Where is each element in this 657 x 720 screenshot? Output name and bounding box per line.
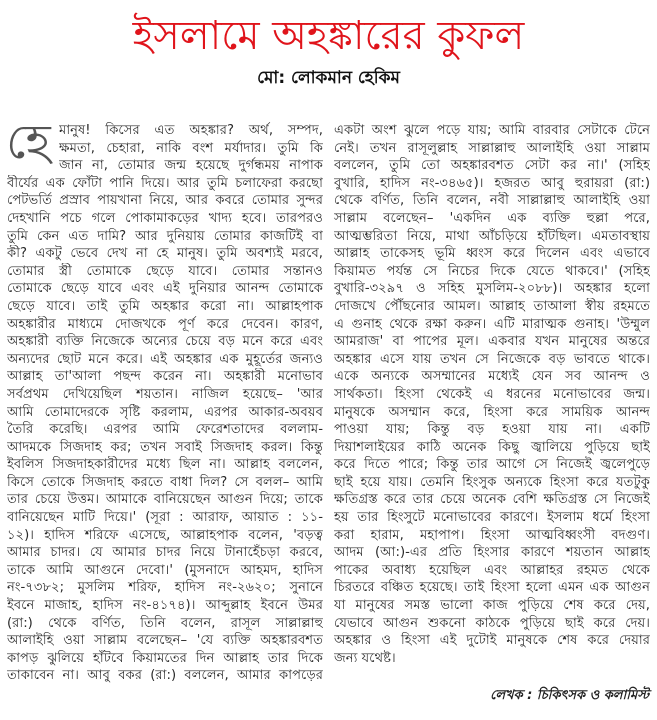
text-line: আত্মম্ভরিতা নিয়ে, মাথা আঁচড়িয়ে হাঁটছিল। এমতাবস্থায় [334, 228, 650, 244]
text-line: মানুষ! কিসের এত অহঙ্কার? অর্থ, সম্পদ, [59, 123, 323, 138]
article-title: ইসলামে অহঙ্কারের কুফল [132, 13, 525, 59]
drop-cap: হে [6, 114, 51, 170]
text-line: ক্ষতিগ্রস্ত করে তার চেয়ে অনেক বেশি ক্ষতিগ্রস্ত সে নিজেই [334, 492, 650, 508]
text-line: আল্লাহ তাকেসহ ভূমি ধ্বংস করে দিলেন এবং এভাবে [334, 246, 650, 262]
left-column [7, 122, 323, 685]
text-line: একটা অংশ ঝুলে পড়ে যায়; আমি বারবার সেটাকে টেনে [334, 123, 650, 138]
text-line: তার চেয়ে উত্তম। আমাকে বানিয়েছেন আগুন দিয়ে; তাকে [7, 492, 323, 508]
text-line: তোমাকে ছেড়ে যাবে এবং এই দুনিয়ার আনন্দ তোমাকে [7, 281, 323, 297]
text-line: বীর্যের এক ফোঁটা পানি দিয়ে। আর তুমি চলাফেরা করছো [7, 175, 323, 191]
author-byline: মো: লোকমান হেকিম [257, 68, 400, 88]
text-line: আদম (আ:)-এর প্রতি হিংসার কারণে শয়তান আল্লাহ [334, 545, 650, 561]
text-line: আদমকে সিজদাহ কর; তখন সবাই সিজদাহ করল। কিন্তু [7, 439, 323, 455]
text-line: ইবনে মাজাহ, হাদিস নং-৪১৭৪)। আব্দুল্লাহ ইবনে উমর [7, 598, 323, 614]
text-line: দিয়াশলাইয়ের কাঠি অনেক কিছু জ্বালিয়ে পুড়িয়ে ছাই [334, 439, 650, 455]
text-line: তোমার স্ত্রী তোমাকে ছেড়ে যাবে। তোমার সন্তানও [7, 263, 323, 279]
text-line: ইবলিস সিজদাহকারীদের মধ্যে ছিল না। আল্লাহ বললেন, [7, 457, 323, 473]
text-line: আল্লাহ তা'আলা পছন্দ করেন না। অহঙ্কারী মনোভাব [7, 369, 323, 385]
text-line: আমি তোমাদেরকে সৃষ্টি করলাম, এরপর আকার-অবয়ব [7, 404, 323, 420]
text-line: অন্যদের ছোট মনে করে। এই অহঙ্কার এক মুহূর্তের জন্যও [7, 351, 323, 367]
text-line: সাল্লাম বলেছেন– 'একদিন এক ব্যক্তি হুল্লা পরে, [334, 210, 650, 226]
text-line: মানুষকে অসম্মান করে, হিংসা করে সাময়িক আনন্দ [334, 404, 650, 420]
author-note: লেখক : চিকিৎসক ও কলামিস্ট [490, 688, 649, 703]
text-line: অহঙ্কারীর মাধ্যমে দোজখকে পূর্ণ করে দেবেন। কারণ, [7, 316, 323, 332]
text-line: পেটভর্তি প্রস্রাব পায়খানা নিয়ে, আর কবরে তোমার সুন্দর [7, 193, 323, 209]
text-line: নং-৭৩৮২; মুসলিম শরিফ, হাদিস নং-২৬২০; সুনানে [7, 580, 323, 596]
text-line: হয় তার হিংসুটে মনোভাবের কারণে। ইসলাম ধর্মে হিংসা [334, 510, 650, 526]
text-line: আলাইহি ওয়া সাল্লাম বলেছেন– 'যে ব্যক্তি অহঙ্কারবশত [7, 633, 323, 649]
text-line: এ গুনাহ থেকে রক্ষা করুন। এটি মারাত্মক গুনাহ। 'উম্মুল [334, 316, 650, 332]
text-line: কিয়ামত পর্যন্ত সে নিচের দিকে যেতে থাকবে।' (সহিহ [334, 263, 650, 279]
text-line: আমরাজ' বা পাপের মূল। একবার যখন মানুষের অন্তরে [334, 334, 650, 350]
text-line: পাকের অবাধ্য হয়েছিল এবং আল্লাহর রহমত থেকে [334, 562, 650, 578]
text-line: অহঙ্কার ও হিংসা এই দুটোই মানুষকে শেষ করে দেয়ার [334, 633, 650, 649]
text-line: থেকে বর্ণিত, তিনি বলেন, নবী সাল্লাল্লাহু আলাইহি ওয়া [334, 193, 650, 209]
text-line: সর্বপ্রথম দেখিয়েছিল শয়তান। নাজিল হয়েছে– 'আর [7, 386, 323, 402]
text-line: দেহখানি পচে গলে পোকামাকড়ের খাদ্য হবে। তারপরও [7, 210, 323, 226]
text-line: কিসে তোকে সিজদাহ করতে বাধা দিল? সে বলল– আমি [7, 474, 323, 490]
text-line: জান না, তোমার জন্ম হয়েছে দুর্গন্ধময় নাপাক [59, 158, 323, 174]
text-line: (রা:) থেকে বর্ণিত, তিনি বলেন, রাসূল সাল্লাল্লাহু [7, 615, 323, 631]
right-column [334, 122, 650, 667]
text-line: তুমি কেন এত দামি? আর দুনিয়ায় তোমার কাজটিই বা [7, 228, 323, 244]
text-line: যা মানুষের সমস্ত ভালো কাজ পুড়িয়ে শেষ করে দেয়, [334, 598, 650, 614]
text-line: অহঙ্কার এসে যায় তখন সে নিজেকে বড় ভাবতে থাকে। [334, 351, 650, 367]
text-line: একে অন্যকে অসম্মানের মধ্যেই যেন সব আনন্দ ও [334, 369, 650, 385]
text-line: বুখারি-৩২৯৭ ও সহিহ মুসলিম-২০৮৮)। অহঙ্কার হলো [334, 281, 650, 297]
text-line: তাকে আমি আগুনে দেবো।' (মুসনাদে আহমদ, হাদিস [7, 562, 323, 578]
text-line: ছাই হয়ে যায়। তেমনি হিংসুক অন্যকে হিংসা করে যতটুকু [334, 474, 650, 490]
text-line: তাকাবেন না। আবু বকর (রা:) বললেন, আমার কাপড়ের [7, 668, 323, 684]
text-line: যেভাবে আগুন শুকনো কাঠকে পুড়িয়ে ছাই করে দেয়। [334, 615, 650, 631]
text-line: ছেড়ে যাবে। তাই তুমি অহঙ্কার করো না। আল্লাহপাক [7, 298, 323, 314]
text-line: বুখারি, হাদিস নং-৩৪৬৫)। হজরত আবু হুরায়রা (রা:) [334, 175, 650, 191]
text-line: ক্ষমতা, চেহারা, নাকি বংশ মর্যাদার। তুমি কি [59, 140, 323, 156]
text-line: দোজখে পৌঁছনোর আমল। আল্লাহ তাআলা স্বীয় রহমতে [334, 298, 650, 314]
text-line: ১২)। হাদিস শরিফে এসেছে, আল্লাহপাক বলেন, 'বড়ত্ব [7, 527, 323, 543]
text-line: করা হারাম, মহাপাপ। হিংসা আত্মবিধ্বংসী বদগুণ। [334, 527, 650, 543]
text-line: কাপড় ঝুলিয়ে হাঁটবে কিয়ামতের দিন আল্লাহ তার দিকে [7, 650, 323, 666]
text-line: অহঙ্কারী ব্যক্তি নিজেকে অন্যের চেয়ে বড় মনে করে এবং [7, 334, 323, 350]
text-line: বানিয়েছেন মাটি দিয়ে।' (সূরা : আরাফ, আয়াত : ১১- [7, 510, 323, 526]
text-line: কী? একটু ভেবে দেখ না হে মানুষ। তুমি অবশ্যই মরবে, [7, 246, 323, 262]
text-line: সার্থকতা। হিংসা থেকেই এ ধরনের মনোভাবের জন্ম। [334, 386, 650, 402]
text-line: জন্য যথেষ্ট। [334, 650, 396, 666]
text-line: নেই। তখন রাসূলুল্লাহ সাল্লাল্লাহু আলাইহি ওয়া সাল্লাম [334, 140, 650, 156]
text-line: পাওয়া যায়; কিন্তু বড় হওয়া যায় না। একটি [334, 422, 650, 438]
text-line: আমার চাদর। যে আমার চাদর নিয়ে টানাহেঁচড়া করবে, [7, 545, 323, 561]
text-line: তৈরি করেছি। এরপর আমি ফেরেশতাদের বললাম- [7, 422, 323, 438]
text-line: করে দিতে পারে; কিন্তু তার আগে সে নিজেই জ্বলেপুড়ে [334, 457, 650, 473]
text-line: চিরতরে বঞ্চিত হয়েছে। তাই হিংসা হলো এমন এক আগুন [334, 580, 650, 596]
text-line: বললেন, তুমি তো অহঙ্কারবশত সেটা কর না।' (সহিহ [334, 158, 650, 174]
